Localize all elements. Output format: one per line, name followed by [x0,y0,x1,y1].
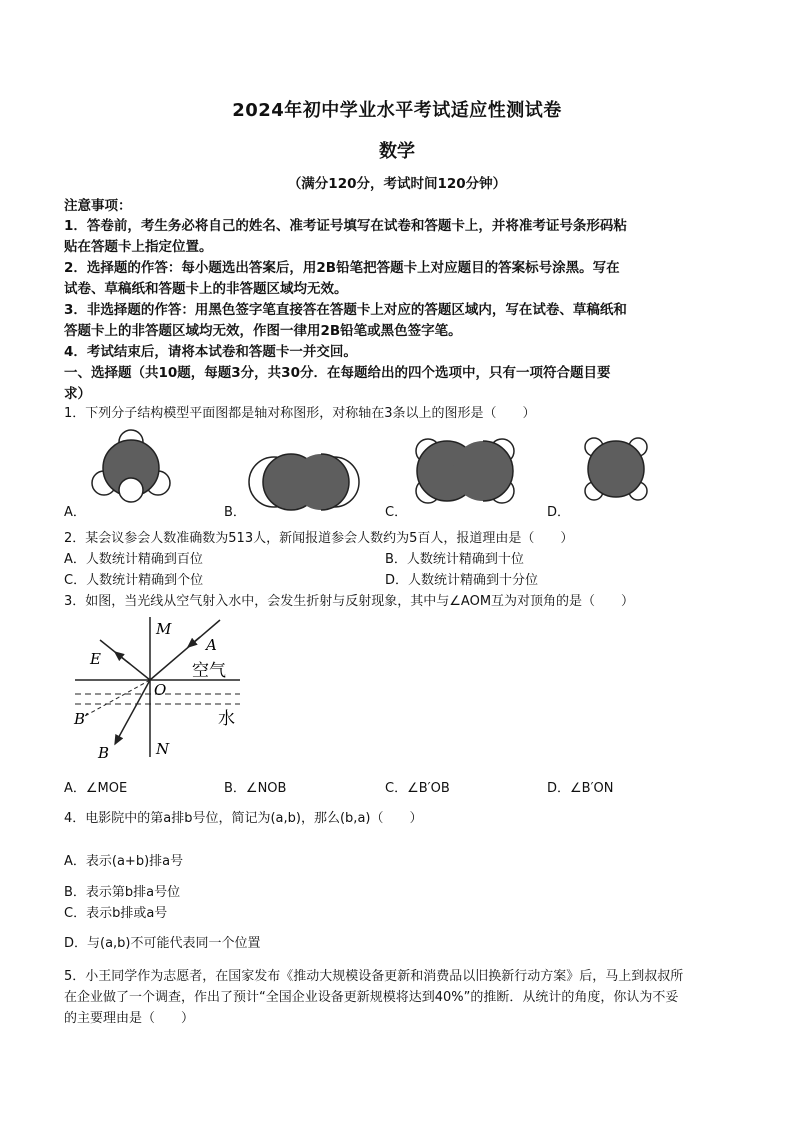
q1-stem: 1．下列分子结构模型平面图都是轴对称图形，对称轴在3条以上的图形是（ ） [64,406,536,421]
exam-info: （满分120分，考试时间120分钟） [287,176,507,192]
subject-title: 数学 [379,141,415,162]
q2-option-c: C．人数统计精确到个位 [64,573,204,588]
q3-fig-label-o: O [154,681,167,699]
q4-option-a: A．表示(a+b)排a号 [64,854,184,869]
q4-option-b: B．表示第b排a号位 [64,885,181,900]
q1-figures [60,425,700,515]
q4-option-c: C．表示b排或a号 [64,906,168,921]
q1-label-c: C． [385,505,408,520]
q2-stem: 2．某会议参会人数准确数为513人，新闻报道参会人数约为5百人，报道理由是（ ） [64,531,574,546]
q3-fig-label-water: 水 [218,709,235,729]
note-2-line-1: 2．选择题的作答：每小题选出答案后，用2B铅笔把答题卡上对应题目的答案标号涂黑。写在 [64,260,620,276]
q3-fig-label-m: M [156,620,172,638]
q3-stem: 3．如图，当光线从空气射入水中，会发生折射与反射现象，其中与∠AOM互为对顶角的是（ ） [64,594,635,609]
q5-line-1: 5．小王同学作为志愿者，在国家发布《推动大规模设备更新和消费品以旧换新行动方案》后，马上到叔叔所 [64,969,684,984]
q3-fig-label-b: B [98,744,110,762]
note-3-line-2: 答题卡上的非答题区域均无效，作图一律用2B铅笔或黑色签字笔。 [64,323,462,339]
q3-option-b: B．∠NOB [224,781,287,796]
q3-fig-label-b-prime: B′ [74,710,89,728]
notes-heading: 注意事项： [64,198,132,214]
q1-molecule-c [416,439,514,503]
q4-stem: 4．电影院中的第a排b号位，简记为(a,b)，那么(b,a)（ ） [64,811,423,826]
q5-line-2: 在企业做了一个调查，作出了预计“全国企业设备更新规模将达到40%”的推断．从统计的角度，你认为不妥 [64,990,679,1005]
note-1-line-2: 贴在答题卡上指定位置。 [64,239,213,255]
q5-line-3: 的主要理由是（ ） [64,1011,195,1026]
q3-fig-label-n: N [156,740,170,758]
q2-option-b: B．人数统计精确到十位 [385,552,524,567]
q4-option-d: D．与(a,b)不可能代表同一个位置 [64,936,261,951]
q3-fig-label-a: A [206,636,217,654]
q1-label-a: A． [64,505,86,520]
q3-option-a: A．∠MOE [64,781,128,796]
q3-option-d: D．∠B′ON [547,781,614,796]
q3-fig-label-air: 空气 [192,661,226,681]
q1-molecule-b [249,454,359,510]
section-1-line-1: 一、选择题（共10题，每题3分，共30分．在每题给出的四个选项中，只有一项符合题目要 [64,365,611,381]
q2-option-d: D．人数统计精确到十分位 [385,573,539,588]
exam-title: 2024年初中学业水平考试适应性测试卷 [232,100,562,121]
q3-figure [70,612,250,772]
q1-molecule-a [92,430,170,502]
q2-option-a: A．人数统计精确到百位 [64,552,203,567]
note-3-line-1: 3．非选择题的作答：用黑色签字笔直接答在答题卡上对应的答题区域内，写在试卷、草稿纸和 [64,302,627,318]
note-1-line-1: 1．答卷前，考生务必将自己的姓名、准考证号填写在试卷和答题卡上，并将准考证号条形码粘 [64,218,627,234]
q3-fig-label-e: E [90,650,101,668]
q1-label-d: D． [547,505,571,520]
note-2-line-2: 试卷、草稿纸和答题卡上的非答题区域均无效。 [64,281,348,297]
q1-label-b: B． [224,505,246,520]
q1-molecule-d [585,438,647,500]
note-4: 4．考试结束后，请将本试卷和答题卡一并交回。 [64,344,357,360]
q3-option-c: C．∠B′OB [385,781,450,796]
section-1-line-2: 求） [64,386,91,402]
